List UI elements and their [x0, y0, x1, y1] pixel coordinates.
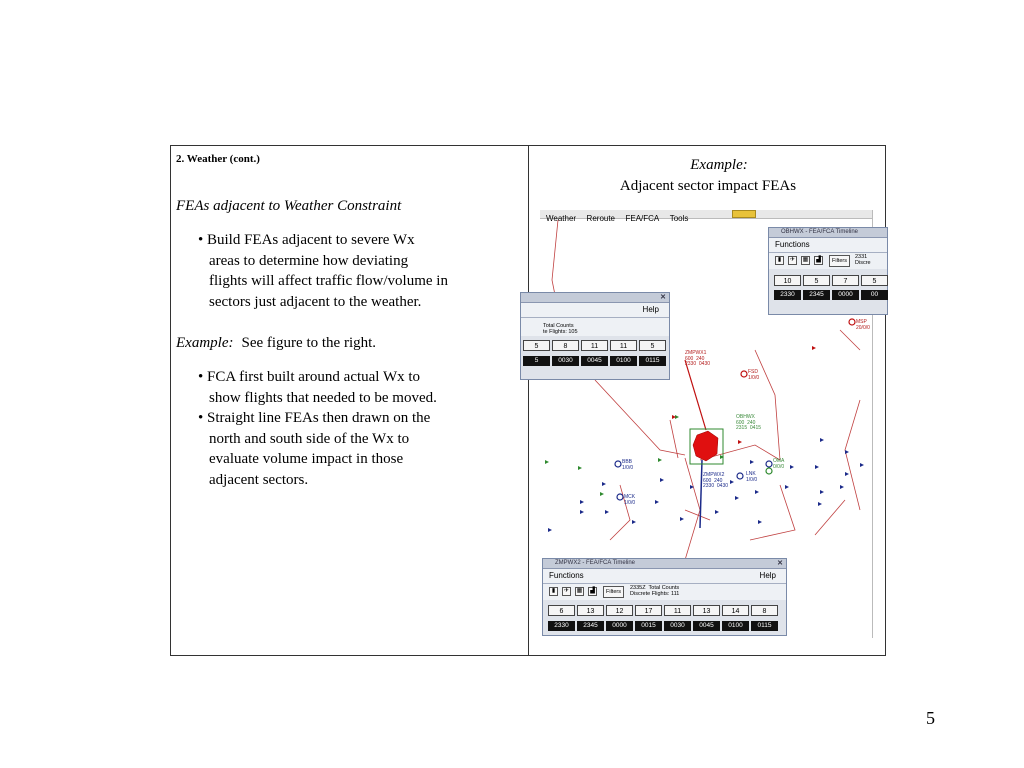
aircraft-marker — [818, 502, 822, 506]
time-cells — [548, 621, 780, 631]
time-cell: 0100 — [722, 621, 749, 631]
panel-menu-bar — [521, 303, 669, 318]
count-cell[interactable]: 6 — [548, 605, 575, 616]
graph-icon[interactable]: ▟ — [814, 256, 823, 265]
airport-msp — [849, 319, 855, 325]
aircraft-marker — [812, 346, 816, 350]
count-cell[interactable]: 10 — [774, 275, 801, 286]
panel-title-bar[interactable] — [521, 293, 669, 303]
aircraft-marker — [845, 472, 849, 476]
bullet-line: evaluate volume impact in those — [209, 451, 404, 467]
count-cell[interactable]: 5 — [523, 340, 550, 351]
time-cells — [774, 290, 890, 300]
right-example-label: Example: — [690, 157, 748, 173]
time-cell: 0030 — [664, 621, 691, 631]
count-cell[interactable]: 5 — [639, 340, 666, 351]
count-cell[interactable]: 8 — [751, 605, 778, 616]
label-zmpwx2: ZMPWX2 600 240 2330 0430 — [703, 472, 729, 489]
count-cell[interactable]: 11 — [664, 605, 691, 616]
count-cell[interactable]: 11 — [581, 340, 608, 351]
count-cells — [548, 605, 780, 616]
count-cell[interactable]: 12 — [606, 605, 633, 616]
airport-mck — [617, 494, 623, 500]
count-cell[interactable]: 7 — [832, 275, 859, 286]
aircraft-marker — [730, 480, 734, 484]
sector-boundary — [840, 330, 860, 350]
bullet-fca — [198, 367, 498, 490]
aircraft-marker — [755, 490, 759, 494]
aircraft-marker — [735, 496, 739, 500]
time-cell: 0115 — [751, 621, 778, 631]
time-cell: 2330 — [774, 290, 801, 300]
table-icon[interactable]: ▦ — [802, 257, 809, 263]
close-icon[interactable]: ✕ — [777, 560, 783, 567]
aircraft-marker — [578, 466, 582, 470]
count-cell[interactable]: 5 — [803, 275, 830, 286]
sector-boundary — [750, 485, 795, 540]
bullet-line: • Build FEAs adjacent to severe Wx — [198, 232, 415, 248]
aircraft-marker — [715, 510, 719, 514]
example-line — [176, 333, 376, 354]
bullet-build-feas — [198, 230, 498, 312]
aircraft-marker — [790, 465, 794, 469]
aircraft-marker — [820, 490, 824, 494]
panel-obhwx-timeline[interactable] — [768, 227, 888, 315]
bullet-line: • FCA first built around actual Wx to — [198, 369, 421, 385]
fea-line-zmpwx1 — [685, 360, 706, 430]
example-text: See figure to the right. — [241, 335, 377, 351]
aircraft-marker — [580, 500, 584, 504]
label-fsd: FSD 1/0/0 — [748, 369, 760, 381]
panel-toolbar — [521, 318, 669, 336]
count-cell[interactable]: 13 — [693, 605, 720, 616]
page-number: 5 — [926, 708, 935, 728]
aircraft-marker — [860, 463, 864, 467]
close-icon[interactable]: ✕ — [660, 294, 666, 301]
count-cell[interactable]: 11 — [610, 340, 637, 351]
time-cell: 5 — [523, 356, 550, 366]
aircraft-marker — [680, 517, 684, 521]
count-cell[interactable]: 13 — [577, 605, 604, 616]
bar-chart-icon[interactable]: ▮ — [775, 256, 784, 265]
time-cell: 0045 — [581, 356, 608, 366]
label-mck: MCK 1/0/0 — [624, 494, 636, 506]
label-bbb: BBB 1/0/0 — [622, 459, 634, 471]
airport-lnk — [737, 473, 743, 479]
sector-boundary — [845, 400, 860, 510]
filters-button[interactable]: Filters — [603, 586, 624, 598]
bullet-line: sectors just adjacent to the weather. — [209, 293, 422, 310]
time-cell: 0000 — [606, 621, 633, 631]
aircraft-marker — [660, 478, 664, 482]
panel-toolbar — [769, 253, 887, 269]
total-counts: 2335Z Total Counts Discrete Flights: 111 — [630, 585, 680, 597]
bullet-line: • Straight line FEAs then drawn on the — [198, 410, 431, 426]
aircraft-marker — [845, 450, 849, 454]
bullet-line: adjacent sectors. — [209, 471, 309, 488]
time-cell: 2330 — [548, 621, 575, 631]
count-cells — [523, 340, 668, 351]
fea-heading: FEAs adjacent to Weather Constraint — [176, 198, 402, 214]
panel-menu-bar — [543, 569, 786, 584]
plane-icon[interactable]: ✈ — [563, 588, 570, 594]
menu-reroute[interactable]: Reroute — [586, 214, 616, 223]
aircraft-marker — [658, 458, 662, 462]
time-cell: 0115 — [639, 356, 666, 366]
filters-button[interactable]: Filters — [829, 255, 850, 267]
time-cell: 0045 — [693, 621, 720, 631]
aircraft-marker — [785, 485, 789, 489]
aircraft-marker — [632, 520, 636, 524]
aircraft-marker — [580, 510, 584, 514]
aircraft-marker — [545, 460, 549, 464]
count-cell[interactable]: 17 — [635, 605, 662, 616]
fea-map-screenshot — [534, 210, 879, 638]
count-cells — [774, 275, 890, 286]
bullet-line: flights will affect traffic flow/volume in — [209, 273, 448, 289]
right-caption: Adjacent sector impact FEAs — [619, 178, 797, 194]
time-cell: 0015 — [635, 621, 662, 631]
airport-bbb — [615, 461, 621, 467]
time-cell: 00 — [861, 290, 888, 300]
fea-line-zmpwx2 — [700, 460, 702, 528]
aircraft-marker — [815, 465, 819, 469]
panel-toolbar — [543, 584, 786, 600]
time-cell: 0000 — [832, 290, 859, 300]
total-counts: 2331 Discre — [855, 254, 871, 266]
airport-oma — [766, 461, 772, 467]
panel-title: OBHWX - FEA/FCA Timeline — [781, 229, 859, 235]
aircraft-marker — [840, 485, 844, 489]
functions-menu[interactable]: Functions — [549, 571, 584, 580]
panel-zmpwx2-timeline[interactable] — [542, 558, 787, 636]
sector-boundary — [595, 380, 685, 455]
label-oma: OMA 0/0/0 — [773, 458, 785, 470]
aircraft-marker — [820, 438, 824, 442]
aircraft-marker — [750, 460, 754, 464]
menu-tools[interactable]: Tools — [669, 214, 689, 223]
airport-oma-2 — [766, 468, 772, 474]
panel-title: ZMPWX2 - FEA/FCA Timeline — [555, 560, 636, 566]
count-cell[interactable]: 14 — [722, 605, 749, 616]
table-icon[interactable]: ▦ — [576, 588, 583, 594]
column-divider — [528, 145, 529, 656]
panel-title-bar[interactable] — [769, 228, 887, 238]
panel-zmpwx1-timeline[interactable] — [520, 292, 670, 380]
time-cell: 2345 — [577, 621, 604, 631]
aircraft-marker — [600, 492, 604, 496]
airport-fsd — [741, 371, 747, 377]
help-menu[interactable]: Help — [642, 305, 659, 314]
total-counts: Total Counts te Flights: 105 — [543, 323, 578, 335]
bar-chart-icon[interactable]: ▮ — [549, 587, 558, 596]
count-cell[interactable]: 5 — [861, 275, 888, 286]
bullet-line: areas to determine how deviating — [209, 252, 409, 269]
menu-fea-fca[interactable]: FEA/FCA — [625, 214, 660, 223]
graph-icon[interactable]: ▟ — [588, 587, 597, 596]
panel-title-bar[interactable] — [543, 559, 786, 569]
bullet-line: show flights that needed to be moved. — [209, 389, 437, 406]
time-cell: 2345 — [803, 290, 830, 300]
panel-menu-bar — [769, 238, 887, 253]
label-msp: MSP 20/0/0 — [856, 319, 870, 331]
time-cell: 0100 — [610, 356, 637, 366]
help-menu[interactable]: Help — [759, 571, 776, 580]
aircraft-marker — [548, 528, 552, 532]
bullet-line: north and south side of the Wx to — [209, 430, 410, 447]
section-title: 2. Weather (cont.) — [176, 153, 260, 165]
example-label: Example: — [176, 335, 234, 351]
functions-menu[interactable]: Functions — [775, 240, 810, 249]
aircraft-marker — [738, 440, 742, 444]
plane-icon[interactable]: ✈ — [789, 257, 796, 263]
menu-weather[interactable]: Weather — [546, 214, 577, 223]
aircraft-marker — [602, 482, 606, 486]
label-lnk: LNK 1/0/0 — [746, 471, 758, 483]
aircraft-marker — [605, 510, 609, 514]
time-cells — [523, 356, 668, 366]
sector-boundary — [755, 350, 780, 460]
time-cell: 0030 — [552, 356, 579, 366]
count-cell[interactable]: 8 — [552, 340, 579, 351]
aircraft-marker — [655, 500, 659, 504]
label-obhwx: OBHWX 600 240 2315 0415 — [736, 414, 762, 431]
aircraft-marker — [758, 520, 762, 524]
label-zmpwx1: ZMPWX1 600 240 2330 0430 — [685, 350, 711, 367]
